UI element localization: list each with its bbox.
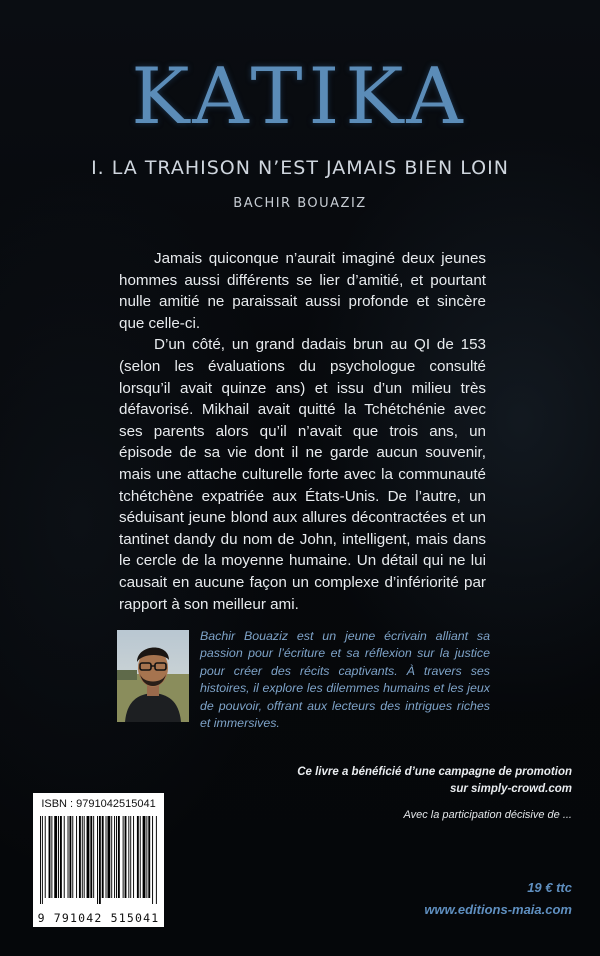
- barcode-bar: [42, 816, 43, 904]
- barcode-bar: [123, 816, 124, 898]
- barcode-bar: [64, 816, 65, 898]
- barcode-bar: [40, 816, 41, 904]
- author-photo: [117, 630, 189, 722]
- participation-note: Avec la participation décisive de ...: [403, 809, 572, 821]
- barcode-bar: [140, 816, 141, 898]
- book-author: BACHIR BOUAZIZ: [233, 196, 367, 211]
- barcode-bar: [84, 816, 85, 898]
- barcode-bar: [125, 816, 127, 898]
- barcode-bar: [128, 816, 129, 898]
- barcode-bar: [45, 816, 46, 898]
- barcode-bar: [106, 816, 107, 898]
- book-subtitle: I. LA TRAHISON N’EST JAMAIS BIEN LOIN: [91, 157, 509, 179]
- barcode-bar: [69, 816, 71, 898]
- barcode-bar: [79, 816, 81, 898]
- barcode-bar: [51, 816, 52, 898]
- barcode-bar: [54, 816, 57, 898]
- isbn-label: ISBN : 9791042515041: [41, 798, 156, 810]
- barcode-bar: [107, 816, 110, 898]
- barcode-icon: [38, 816, 159, 904]
- promotion-line: Ce livre a bénéficié d’une campagne de promotion: [297, 766, 572, 778]
- barcode-bar: [82, 816, 83, 898]
- barcode-bar: [68, 816, 69, 898]
- barcode-bar: [49, 816, 51, 898]
- promotion-note: [272, 764, 572, 798]
- barcode-bar: [72, 816, 73, 898]
- barcode-bar: [99, 816, 101, 904]
- book-title: KATIKA: [131, 52, 469, 142]
- publisher-website[interactable]: www.editions-maia.com: [424, 902, 572, 917]
- synopsis-paragraph: Jamais quiconque n’aurait imaginé deux jeunes hommes aussi différents se lier d’amitié, et pourtant nulle amitié ne paraissait aussi profonde et sincère que celle-ci.: [119, 250, 486, 332]
- barcode-bar: [87, 816, 90, 898]
- barcode-bar: [152, 816, 153, 904]
- barcode-bar: [137, 816, 139, 898]
- author-portrait-icon: [117, 630, 189, 722]
- price: 19 € ttc: [527, 880, 572, 895]
- barcode-bar: [156, 816, 157, 904]
- barcode-bar: [143, 816, 146, 898]
- barcode-bar: [118, 816, 120, 898]
- barcode-bar: [133, 816, 134, 898]
- barcode-bar: [58, 816, 59, 898]
- barcode-bar: [111, 816, 112, 898]
- barcode-bar: [148, 816, 150, 898]
- barcode-bar: [97, 816, 98, 904]
- barcode-bar: [76, 816, 77, 898]
- synopsis-paragraph: D’un côté, un grand dadais brun au QI de 153 (selon les évaluations du psychologue consulté lorsqu’il avait quinze ans) et issu d’un milieu très défavorisé. Mikhail avait quitté la Tchétchénie avec ses parents alors qu’il n’avait que trois ans, un épisode de sa vie dont il ne garde aucun souvenir, mais une attache culturelle forte avec la communauté tchétchène expatriée aux États-Unis. De l’autre, un séduisant jeune blond aux allures décontractées et un tantinet dandy du nom de John, intelligent, mais dans le cercle de la moyenne humaine. Un détail qui ne lui causait en aucune façon un complexe d’infériorité par rapport à son meilleur ami.: [119, 336, 486, 613]
- barcode-bar: [102, 816, 104, 898]
- synopsis: [119, 248, 486, 615]
- barcode-bar: [60, 816, 62, 898]
- barcode-bar: [146, 816, 147, 898]
- isbn-barcode: [33, 793, 164, 927]
- promotion-line: sur simply-crowd.com: [449, 783, 572, 795]
- barcode-bar: [130, 816, 131, 898]
- barcode-digits: 9 791042 515041: [37, 911, 160, 925]
- barcode-bar: [114, 816, 115, 898]
- barcode-bar: [116, 816, 117, 898]
- barcode-bar: [93, 816, 94, 898]
- barcode-bar: [90, 816, 92, 898]
- author-bio: Bachir Bouaziz est un jeune écrivain alliant sa passion pour l’écriture et sa réflexion sur la justice pour créer des récits captivants. À travers ses histoires, il explore les dilemmes humains et les jeux de pouvoir, offrant aux lecteurs des intrigues riches et immersives.: [200, 629, 490, 731]
